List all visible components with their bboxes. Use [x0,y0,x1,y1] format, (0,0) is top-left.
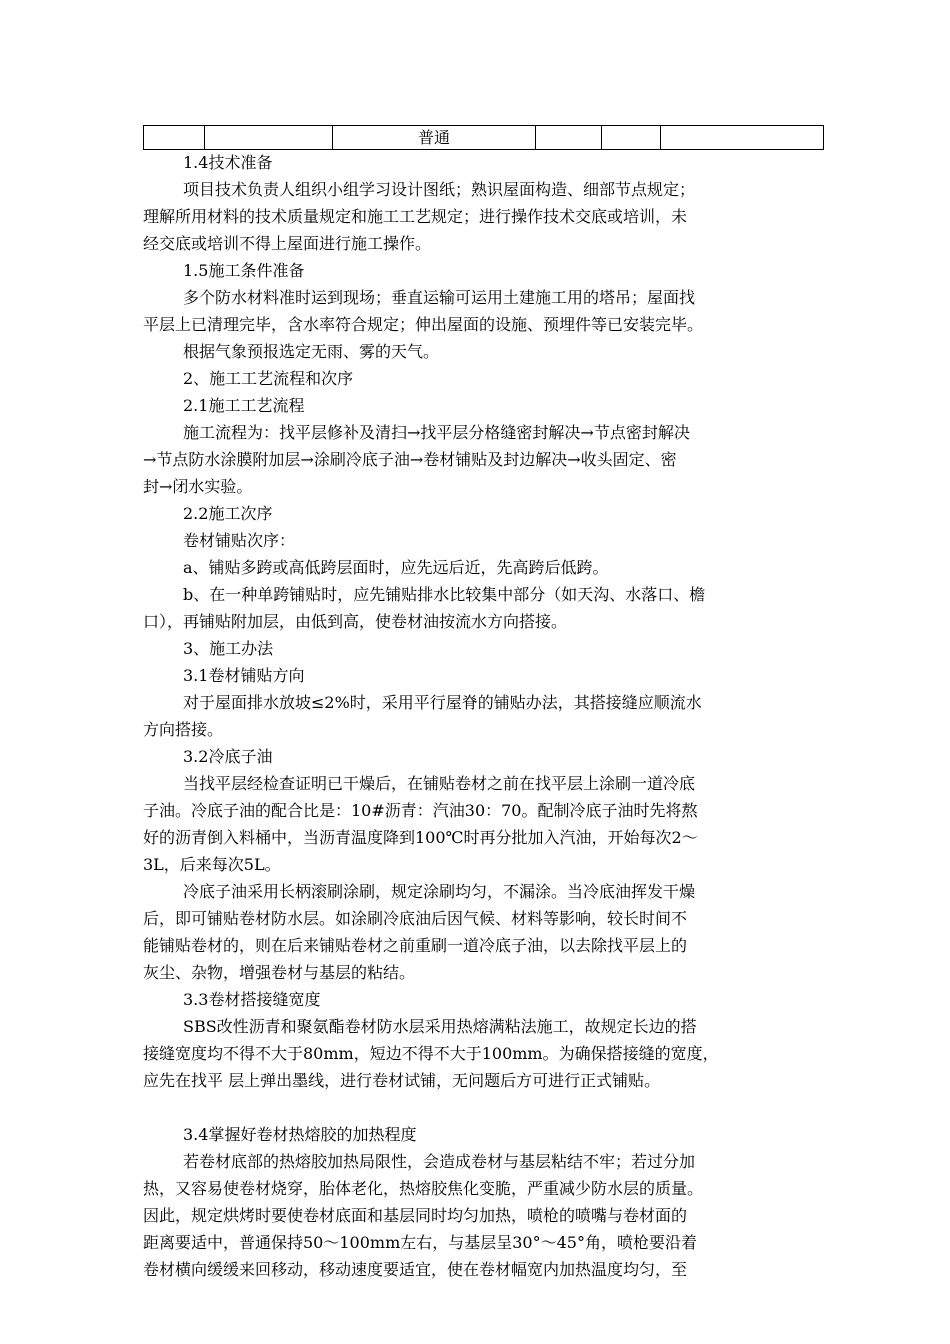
paragraph-line: 经交底或培训不得上屋面进行施工操作。 [143,234,432,253]
paragraph-line: 好的沥青倒入料桶中，当沥青温度降到100℃时再分批加入汽油，开始每次2～ [143,828,698,847]
section-heading: 3.3卷材搭接缝宽度 [183,990,321,1009]
table-fragment [143,125,824,150]
section-heading: 1.4技术准备 [183,153,273,172]
document-body [143,149,824,1283]
paragraph-line: 灰尘、杂物，增强卷材与基层的粘结。 [143,963,416,982]
table-cell [205,126,333,150]
paragraph-line: 因此，规定烘烤时要使卷材底面和基层同时均匀加热，喷枪的喷嘴与卷材面的 [143,1206,688,1225]
paragraph-line: a、铺贴多跨或高低跨层面时，应先远后近，先高跨后低跨。 [183,558,609,577]
paragraph-line: 当找平层经检查证明已干燥后，在铺贴卷材之前在找平层上涂刷一道冷底 [183,774,696,793]
paragraph-line: 卷材横向缓缓来回移动，移动速度要适宜，使在卷材幅宽内加热温度均匀，至 [143,1260,688,1279]
paragraph-line: 方向搭接。 [143,720,224,739]
paragraph-line: 施工流程为：找平层修补及清扫→找平层分格缝密封解决→节点密封解决 [183,423,690,442]
paragraph-line: 卷材铺贴次序： [183,531,296,550]
paragraph-line: →节点防水涂膜附加层→涂刷冷底子油→卷材铺贴及封边解决→收头固定、密 [143,450,677,469]
paragraph-line: 平层上已清理完毕，含水率符合规定；伸出屋面的设施、预埋件等已安装完毕。 [143,315,704,334]
paragraph-line: 3L，后来每次5L。 [143,855,281,874]
section-heading: 3.1卷材铺贴方向 [183,666,305,685]
paragraph-line: 根据气象预报选定无雨、雾的天气。 [183,342,440,361]
paragraph-line: 口），再铺贴附加层，由低到高，使卷材油按流水方向搭接。 [143,612,568,631]
paragraph-line: 冷底子油采用长柄滚刷涂刷，规定涂刷均匀，不漏涂。当冷底油挥发干燥 [183,882,696,901]
table-cell [144,126,205,150]
section-heading: 2、施工工艺流程和次序 [183,369,354,388]
paragraph-line: 项目技术负责人组织小组学习设计图纸；熟识屋面构造、细部节点规定； [183,180,696,199]
section-heading: 3.2冷底子油 [183,747,273,766]
table-cell: 普通 [333,126,536,150]
paragraph-line: 子油。冷底子油的配合比是：10#沥青：汽油30：70。配制冷底子油时先将熬 [143,801,698,820]
paragraph-line: 应先在找平 层上弹出墨线，进行卷材试铺，无问题后方可进行正式铺贴。 [143,1071,661,1090]
blank-line [143,1094,824,1121]
table-cell [661,126,824,150]
paragraph-line: SBS改性沥青和聚氨酯卷材防水层采用热熔满粘法施工，故规定长边的搭 [183,1017,697,1036]
paragraph-line: 多个防水材料准时运到现场；垂直运输可运用土建施工用的塔吊；屋面找 [183,288,696,307]
paragraph-line: 距离要适中，普通保持50～100mm左右，与基层呈30°～45°角，喷枪要沿着 [143,1233,697,1252]
section-heading: 2.2施工次序 [183,504,273,523]
section-heading: 1.5施工条件准备 [183,261,305,280]
paragraph-line: 热，又容易使卷材烧穿，胎体老化，热熔胶焦化变脆，严重减少防水层的质量。 [143,1179,704,1198]
section-heading: 2.1施工工艺流程 [183,396,305,415]
paragraph-line: 封→闭水实验。 [143,477,253,496]
table-cell [536,126,602,150]
paragraph-line: 后，即可铺贴卷材防水层。如涂刷冷底油后因气候、材料等影响，较长时间不 [143,909,688,928]
paragraph-line: 若卷材底部的热熔胶加热局限性，会造成卷材与基层粘结不牢；若过分加 [183,1152,696,1171]
section-heading: 3、施工办法 [183,639,274,658]
paragraph-line: 理解所用材料的技术质量规定和施工工艺规定；进行操作技术交底或培训，未 [143,207,688,226]
paragraph-line: 对于屋面排水放坡≤2%时，采用平行屋脊的铺贴办法，其搭接缝应顺流水 [183,693,702,712]
paragraph-line: 接缝宽度均不得不大于80mm，短边不得不大于100mm。为确保搭接缝的宽度， [143,1044,719,1063]
paragraph-line: b、在一种单跨铺贴时，应先铺贴排水比较集中部分（如天沟、水落口、檐 [183,585,706,604]
paragraph-line: 能铺贴卷材的，则在后来铺贴卷材之前重刷一道冷底子油，以去除找平层上的 [143,936,688,955]
table-row [144,126,824,150]
section-heading: 3.4掌握好卷材热熔胶的加热程度 [183,1125,417,1144]
table-cell [602,126,661,150]
